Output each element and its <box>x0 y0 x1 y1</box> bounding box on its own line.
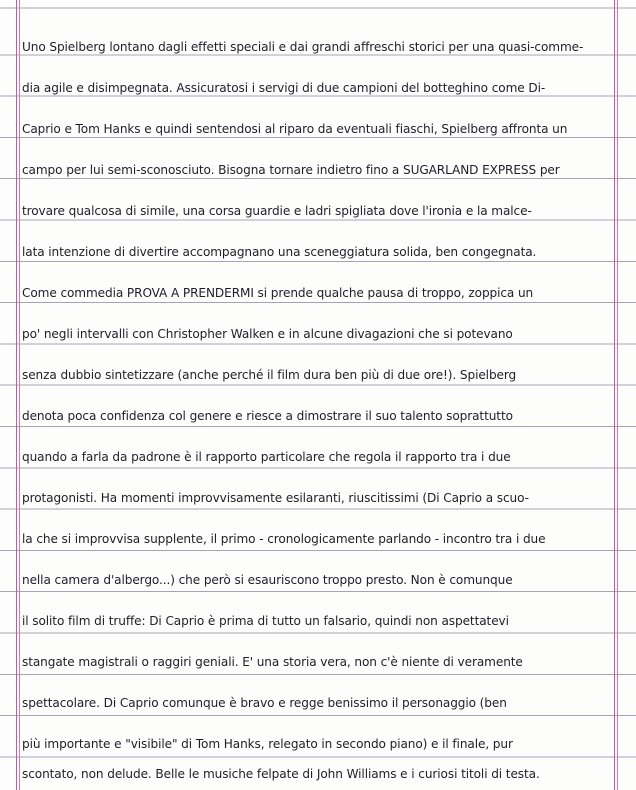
text-line: protagonisti. Ha momenti improvvisamente esilaranti, riuscitissimi (Di Caprio a scuo- <box>22 491 529 505</box>
text-line: Caprio e Tom Hanks e quindi sentendosi al riparo da eventuali fiaschi, Spielberg affronta un <box>22 122 568 136</box>
text-line: il solito film di truffe: Di Caprio è prima di tutto un falsario, quindi non aspettatevi <box>22 614 509 628</box>
text-line: spettacolare. Di Caprio comunque è bravo e regge benissimo il personaggio (ben <box>22 696 507 710</box>
text-line: dia agile e disimpegnata. Assicuratosi i servigi di due campioni del botteghino come Di- <box>22 81 546 95</box>
text-line: Uno Spielberg lontano dagli effetti speciali e dai grandi affreschi storici per una quasi-comme- <box>22 40 584 54</box>
text-line: la che si improvvisa supplente, il primo - cronologicamente parlando - incontro tra i due <box>22 532 546 546</box>
text-line: scontato, non delude. Belle le musiche felpate di John Williams e i curiosi titoli di testa. <box>22 767 540 781</box>
text-line: senza dubbio sintetizzare (anche perché il film dura ben più di due ore!). Spielberg <box>22 368 517 382</box>
left-margin-rule-inner <box>19 0 20 790</box>
text-line: più importante e "visibile" di Tom Hanks, relegato in secondo piano) e il finale, pur <box>22 737 513 751</box>
text-line: nella camera d'albergo...) che però si esauriscono troppo presto. Non è comunque <box>22 573 513 587</box>
text-line: stangate magistrali o raggiri geniali. E' una storia vera, non c'è niente di veramente <box>22 655 523 669</box>
left-margin-rule <box>16 0 17 790</box>
text-line: denota poca confidenza col genere e riesce a dimostrare il suo talento soprattutto <box>22 409 513 423</box>
text-line: Come commedia PROVA A PRENDERMI si prende qualche pausa di troppo, zoppica un <box>22 286 534 300</box>
text-line: quando a farla da padrone è il rapporto particolare che regola il rapporto tra i due <box>22 450 511 464</box>
text-line: trovare qualcosa di simile, una corsa guardie e ladri spigliata dove l'ironia e la malce- <box>22 204 532 218</box>
text-line: campo per lui semi-sconosciuto. Bisogna tornare indietro fino a SUGARLAND EXPRESS per <box>22 163 560 177</box>
text-line: po' negli intervalli con Christopher Walken e in alcune divagazioni che si potevano <box>22 327 513 341</box>
text-line: lata intenzione di divertire accompagnano una sceneggiatura solida, ben congegnata. <box>22 245 537 259</box>
